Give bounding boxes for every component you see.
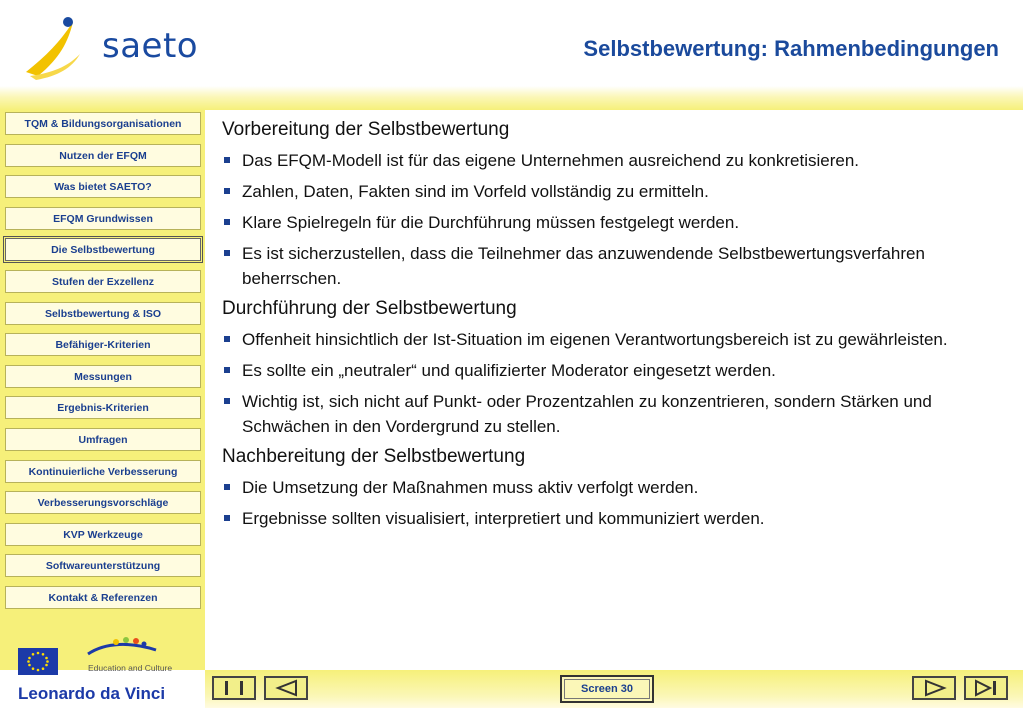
logo-text: saeto — [102, 26, 199, 66]
sidebar-item[interactable] — [5, 428, 201, 451]
sidebar-item-label: Selbstbewertung & ISO — [44, 307, 162, 320]
sidebar-item[interactable] — [5, 586, 201, 609]
education-culture-logo-icon — [86, 636, 166, 662]
sidebar-item-label: Was bietet SAETO? — [54, 180, 152, 193]
main-content — [222, 118, 1002, 537]
sidebar-item[interactable] — [5, 365, 201, 388]
sidebar-item[interactable] — [5, 207, 201, 230]
sidebar-item-label: Befähiger-Kriterien — [55, 338, 151, 351]
sidebar-item-label: Kontinuierliche Verbesserung — [28, 465, 178, 478]
bullet-item: Das EFQM-Modell ist für das eigene Unternehmen ausreichend zu konkretisieren. — [222, 148, 1002, 173]
sidebar-item[interactable] — [5, 302, 201, 325]
education-culture-text: Education and Culture — [88, 663, 173, 673]
sidebar-item-label: EFQM Grundwissen — [53, 212, 153, 225]
sidebar-item-label: Die Selbstbewertung — [51, 243, 155, 256]
sidebar-item[interactable] — [5, 112, 201, 135]
bullet-item: Offenheit hinsichtlich der Ist-Situation im eigenen Verantwortungsbereich ist zu gewährleisten. — [222, 327, 1002, 352]
sidebar-item-label: TQM & Bildungsorganisationen — [24, 117, 182, 130]
section-heading: Nachbereitung der Selbstbewertung — [222, 446, 526, 467]
sidebar-item-label: Softwareunterstützung — [45, 559, 161, 572]
section-heading: Durchführung der Selbstbewertung — [222, 298, 517, 319]
bullet-item: Es sollte ein „neutraler“ und qualifizierter Moderator eingesetzt werden. — [222, 358, 1002, 383]
last-page-button[interactable] — [964, 676, 1008, 700]
sidebar-item[interactable] — [5, 396, 201, 419]
screen-indicator — [560, 675, 654, 703]
leonardo-da-vinci-text: Leonardo da Vinci — [18, 684, 166, 703]
sidebar-item-label: KVP Werkzeuge — [63, 528, 143, 541]
screen-label: Screen 30 — [581, 683, 633, 695]
sidebar-item-label: Umfragen — [78, 433, 128, 446]
last-page-icon — [966, 678, 1006, 698]
sidebar-item[interactable] — [5, 144, 201, 167]
sidebar-item[interactable] — [5, 554, 201, 577]
header-band — [0, 86, 1023, 110]
bullet-item: Klare Spielregeln für die Durchführung müssen festgelegt werden. — [222, 210, 1002, 235]
sidebar-item[interactable] — [5, 333, 201, 356]
sidebar-item-label: Messungen — [74, 370, 132, 383]
bullet-item: Ergebnisse sollten visualisiert, interpretiert und kommuniziert werden. — [222, 506, 1002, 531]
first-page-button[interactable] — [212, 676, 256, 700]
sidebar-item-label: Kontakt & Referenzen — [48, 591, 158, 604]
header — [0, 0, 1023, 88]
bullet-item: Wichtig ist, sich nicht auf Punkt- oder Prozentzahlen zu konzentrieren, sondern Stärken und Schwächen in den Vordergrund zu stellen. — [222, 389, 1002, 439]
sidebar-item[interactable] — [5, 523, 201, 546]
previous-page-icon — [266, 678, 306, 698]
bullet-item: Es ist sicherzustellen, dass die Teilnehmer das anzuwendende Selbstbewertungsverfahren beherrschen. — [222, 241, 1002, 291]
next-page-button[interactable] — [912, 676, 956, 700]
sidebar-item[interactable] — [5, 491, 201, 514]
sidebar-item[interactable] — [5, 270, 201, 293]
page-title: Selbstbewertung: Rahmenbedingungen — [583, 36, 999, 61]
sidebar-item-label: Verbesserungsvorschläge — [37, 496, 169, 509]
eu-stars-icon — [18, 648, 58, 675]
sidebar-item[interactable] — [5, 460, 201, 483]
previous-page-button[interactable] — [264, 676, 308, 700]
bullet-item: Zahlen, Daten, Fakten sind im Vorfeld vollständig zu ermitteln. — [222, 179, 1002, 204]
bullet-item: Die Umsetzung der Maßnahmen muss aktiv verfolgt werden. — [222, 475, 1002, 500]
sidebar-item-label: Nutzen der EFQM — [59, 149, 147, 162]
saeto-logo[interactable] — [18, 14, 208, 84]
sidebar-item[interactable] — [5, 238, 201, 261]
first-page-icon — [214, 678, 254, 698]
next-page-icon — [914, 678, 954, 698]
sidebar-item-label: Stufen der Exzellenz — [51, 275, 155, 288]
section-heading: Vorbereitung der Selbstbewertung — [222, 119, 510, 140]
sidebar-item[interactable] — [5, 175, 201, 198]
eu-flag-icon — [18, 648, 58, 675]
sidebar-item-label: Ergebnis-Kriterien — [57, 401, 149, 414]
